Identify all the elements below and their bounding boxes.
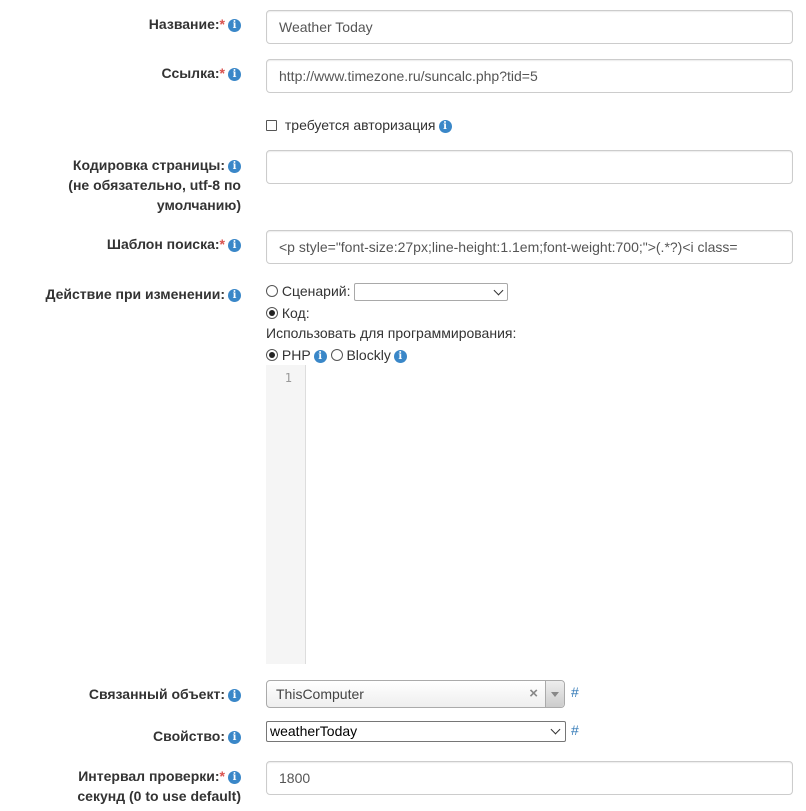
- info-icon[interactable]: i: [394, 350, 407, 363]
- name-input[interactable]: Weather Today: [266, 10, 793, 44]
- info-icon[interactable]: i: [228, 689, 241, 702]
- encoding-label: Кодировка страницы: i (не обязательно, utf-8 по умолчанию): [68, 157, 241, 213]
- interval-input[interactable]: 1800: [266, 761, 793, 795]
- encoding-input[interactable]: [266, 150, 793, 184]
- info-icon[interactable]: i: [228, 160, 241, 173]
- name-label: Название:* i: [149, 14, 241, 34]
- scenario-select[interactable]: [354, 283, 508, 301]
- info-icon[interactable]: i: [228, 731, 241, 744]
- linked-object-value: ThisComputer: [276, 686, 364, 702]
- property-select[interactable]: [266, 721, 566, 742]
- info-icon[interactable]: i: [228, 771, 241, 784]
- required-mark: *: [219, 236, 225, 252]
- auth-label[interactable]: требуется авторизация: [284, 117, 436, 133]
- programming-label: Использовать для программирования:: [266, 325, 517, 341]
- editor-gutter: [266, 365, 306, 664]
- linked-object-link[interactable]: #: [571, 684, 579, 700]
- info-icon[interactable]: i: [228, 68, 241, 81]
- required-mark: *: [219, 768, 225, 784]
- required-mark: *: [219, 65, 225, 81]
- on-change-label: Действие при изменении: i: [45, 284, 241, 304]
- blockly-label[interactable]: Blockly: [346, 347, 391, 363]
- chevron-down-icon: [551, 692, 559, 697]
- auth-checkbox[interactable]: [266, 120, 277, 131]
- blockly-radio[interactable]: [331, 349, 343, 361]
- url-label: Ссылка:* i: [162, 63, 241, 83]
- line-number: 1: [284, 371, 292, 385]
- code-label[interactable]: Код:: [281, 305, 310, 321]
- php-label[interactable]: PHP: [281, 347, 311, 363]
- scenario-label[interactable]: Сценарий:: [281, 283, 351, 299]
- info-icon[interactable]: i: [439, 120, 452, 133]
- info-icon[interactable]: i: [314, 350, 327, 363]
- info-icon[interactable]: i: [228, 239, 241, 252]
- code-radio[interactable]: [266, 307, 278, 319]
- chevron-down-icon: [551, 725, 561, 735]
- dropdown-arrow[interactable]: [545, 681, 564, 707]
- scenario-radio[interactable]: [266, 285, 278, 297]
- search-pattern-input[interactable]: <p style="font-size:27px;line-height:1.1em;font-weight:700;">(.*?)<i class=: [266, 230, 793, 264]
- linked-object-select[interactable]: [266, 680, 565, 708]
- info-icon[interactable]: i: [228, 289, 241, 302]
- interval-label: Интервал проверки:* i секунд (0 to use default): [77, 768, 241, 804]
- property-link[interactable]: #: [571, 722, 579, 738]
- property-label: Свойство: i: [153, 726, 241, 746]
- url-input[interactable]: http://www.timezone.ru/suncalc.php?tid=5: [266, 59, 793, 93]
- search-pattern-label: Шаблон поиска:* i: [107, 234, 241, 254]
- chevron-down-icon: [494, 286, 504, 296]
- auth-row: [266, 115, 452, 135]
- clear-icon[interactable]: ×: [529, 685, 538, 702]
- language-row: [266, 345, 407, 365]
- code-editor[interactable]: [266, 365, 793, 664]
- code-row: [266, 303, 310, 323]
- required-mark: *: [219, 16, 225, 32]
- linked-object-label: Связанный объект: i: [89, 684, 241, 704]
- php-radio[interactable]: [266, 349, 278, 361]
- property-value: weatherToday: [270, 723, 358, 739]
- scenario-row: [266, 281, 508, 301]
- info-icon[interactable]: i: [228, 19, 241, 32]
